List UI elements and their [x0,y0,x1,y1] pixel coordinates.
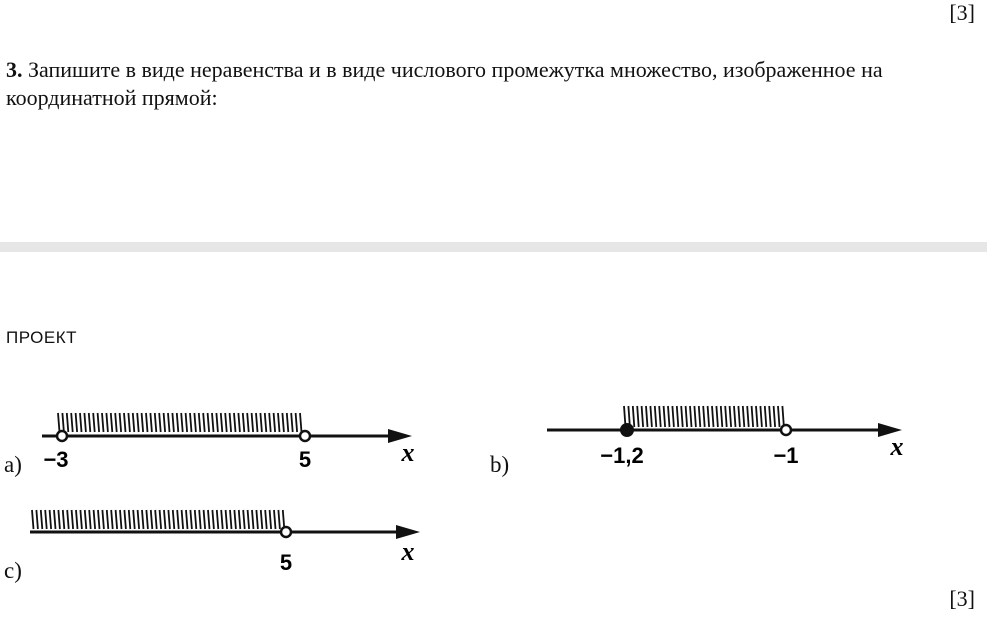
hatch-stroke [239,510,241,529]
hatch-stroke [146,413,148,432]
hatch-stroke [203,413,205,432]
hatch-stroke [642,406,644,427]
hatch-stroke [151,510,153,529]
hatch-stroke [637,406,639,427]
hatch-stroke [212,510,214,529]
tick-b-2: −1 [773,443,799,468]
hatch-stroke [150,413,152,432]
hatch-stroke [195,510,197,529]
hatch-stroke [199,413,201,432]
hatch-stroke [260,413,262,432]
hatch-stroke [769,406,771,427]
hatch-stroke [725,406,727,427]
hatch-stroke [221,413,223,432]
hatch-stroke [212,413,214,432]
hatch-stroke [734,406,736,427]
hatch-stroke [703,406,705,427]
hatch-stroke [234,510,236,529]
hatch-stroke [216,413,218,432]
hatch-stroke [248,510,250,529]
hatch-stroke [181,413,183,432]
hatch-stroke [752,406,754,427]
hatch-stroke [98,510,100,529]
hatch-stroke [300,413,302,432]
hatch-stroke [265,413,267,432]
hatch-stroke [252,510,254,529]
hatch-stroke [747,406,749,427]
hatch-stroke [177,413,179,432]
hatch-stroke [102,413,104,432]
hatch-stroke [164,413,166,432]
hatch-stroke [124,413,126,432]
hatch-stroke [67,510,69,529]
hatch-stroke [102,510,104,529]
hatch-stroke [721,406,723,427]
hatch-stroke [36,510,38,529]
hatch-stroke [138,510,140,529]
hatch-stroke [58,413,60,432]
hatch-stroke [738,406,740,427]
hatch-stroke [743,406,745,427]
hatch-stroke [633,406,635,427]
hatch-stroke [699,406,701,427]
hatch-stroke [155,413,157,432]
hatch-stroke [142,510,144,529]
hatch-stroke [681,406,683,427]
hatch-stroke [712,406,714,427]
hatch-stroke [190,510,192,529]
hatch-stroke [186,413,188,432]
number-line-b [547,406,904,468]
hatch-c [32,510,284,529]
hatch-stroke [111,510,113,529]
hatch-stroke [690,406,692,427]
hatch-stroke [686,406,688,427]
hatch-stroke [204,510,206,529]
hatch-stroke [278,510,280,529]
hatch-stroke [226,510,228,529]
hatch-stroke [243,413,245,432]
hatch-stroke [194,413,196,432]
point-c-1 [281,527,291,537]
hatch-stroke [54,510,56,529]
hatch-stroke [133,413,135,432]
hatch-stroke [730,406,732,427]
point-b-2 [781,425,791,435]
hatch-stroke [650,406,652,427]
hatch-stroke [84,413,86,432]
hatch-stroke [137,413,139,432]
hatch-stroke [655,406,657,427]
hatch-stroke [128,413,130,432]
hatch-stroke [256,413,258,432]
hatch-stroke [208,413,210,432]
hatch-stroke [182,510,184,529]
hatch-stroke [115,413,117,432]
hatch-stroke [133,510,135,529]
hatch-stroke [72,510,74,529]
hatch-stroke [116,510,118,529]
tick-a-2: 5 [298,447,312,472]
hatch-stroke [261,510,263,529]
hatch-stroke [177,510,179,529]
hatch-stroke [208,510,210,529]
hatch-stroke [760,406,762,427]
figure-b-label: b) [490,452,510,477]
hatch-stroke [694,406,696,427]
axis-x-c: x [401,537,415,566]
question-body: Запишите в виде неравенства и в виде числового промежутка множество, изображенное на координатной прямой: [6,57,883,110]
hatch-stroke [782,406,784,427]
point-a-1 [57,431,67,441]
hatch-stroke [269,413,271,432]
hatch-stroke [238,413,240,432]
draft-label: ПРОЕКТ [6,328,78,347]
hatch-stroke [659,406,661,427]
hatch-stroke [50,510,52,529]
hatch-stroke [45,510,47,529]
axis-x-a: x [401,438,415,467]
hatch-stroke [146,510,148,529]
hatch-stroke [111,413,113,432]
hatch-stroke [107,510,109,529]
hatch-a [58,413,302,432]
hatch-stroke [63,510,65,529]
hatch-stroke [672,406,674,427]
hatch-stroke [80,510,82,529]
hatch-stroke [93,413,95,432]
hatch-stroke [287,413,289,432]
hatch-stroke [252,413,254,432]
hatch-stroke [106,413,108,432]
hatch-stroke [85,510,87,529]
hatch-stroke [168,510,170,529]
hatch-stroke [256,510,258,529]
hatch-stroke [164,510,166,529]
point-a-2 [300,431,310,441]
hatch-stroke [71,413,73,432]
hatch-stroke [76,413,78,432]
hatch-stroke [32,510,34,529]
hatch-stroke [265,510,267,529]
hatch-stroke [274,413,276,432]
hatch-stroke [217,510,219,529]
hatch-stroke [668,406,670,427]
hatch-stroke [765,406,767,427]
hatch-stroke [778,406,780,427]
hatch-stroke [708,406,710,427]
number-line-c [30,510,420,575]
hatch-stroke [296,413,298,432]
hatch-stroke [221,510,223,529]
tick-a-1: −3 [43,447,69,472]
hatch-stroke [756,406,758,427]
hatch-stroke [142,413,144,432]
marks-bottom: [3] [949,586,975,611]
hatch-stroke [282,413,284,432]
hatch-stroke [677,406,679,427]
figure-c-label: c) [4,558,22,583]
hatch-stroke [274,510,276,529]
hatch-stroke [646,406,648,427]
hatch-stroke [247,413,249,432]
hatch-stroke [168,413,170,432]
hatch-stroke [243,510,245,529]
figure-a-label: a) [4,452,22,477]
tick-b-1: −1,2 [600,443,644,468]
hatch-stroke [94,510,96,529]
hatch-stroke [67,413,69,432]
question-number: 3. [6,57,23,82]
hatch-stroke [716,406,718,427]
hatch-stroke [664,406,666,427]
hatch-b [624,406,784,427]
hatch-stroke [230,510,232,529]
hatch-stroke [76,510,78,529]
marks-top: [3] [949,0,975,25]
hatch-stroke [774,406,776,427]
number-line-a [42,413,415,472]
tick-c-1: 5 [279,550,293,575]
hatch-stroke [120,510,122,529]
hatch-stroke [58,510,60,529]
hatch-stroke [291,413,293,432]
hatch-stroke [124,510,126,529]
hatch-stroke [160,510,162,529]
hatch-stroke [89,510,91,529]
hatch-stroke [89,413,91,432]
hatch-stroke [230,413,232,432]
hatch-stroke [199,510,201,529]
hatch-stroke [62,413,64,432]
hatch-stroke [278,413,280,432]
hatch-stroke [186,510,188,529]
hatch-stroke [270,510,272,529]
hatch-stroke [80,413,82,432]
hatch-stroke [120,413,122,432]
hatch-stroke [41,510,43,529]
hatch-stroke [172,413,174,432]
hatch-stroke [129,510,131,529]
hatch-stroke [159,413,161,432]
hatch-stroke [155,510,157,529]
axis-x-b: x [890,432,904,461]
hatch-stroke [225,413,227,432]
point-b-1 [621,424,633,436]
hatch-stroke [234,413,236,432]
hatch-stroke [98,413,100,432]
hatch-stroke [173,510,175,529]
hatch-stroke [190,413,192,432]
